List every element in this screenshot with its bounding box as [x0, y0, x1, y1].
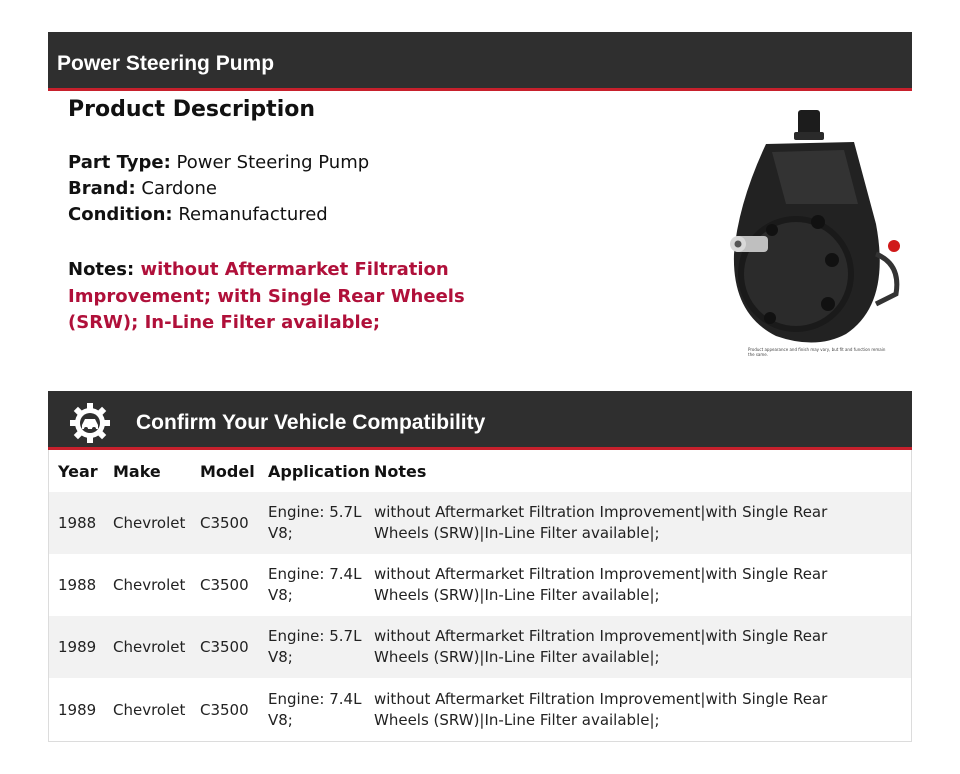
cell-application: Engine: 5.7L V8; [268, 627, 362, 666]
cell-model: C3500 [200, 514, 249, 532]
cell-notes: without Aftermarket Filtration Improvement|with Single Rear Wheels (SRW)|In-Line Filter available|; [374, 565, 828, 604]
cell-notes: without Aftermarket Filtration Improvement|with Single Rear Wheels (SRW)|In-Line Filter available|; [374, 690, 828, 729]
cell-application: Engine: 7.4L V8; [268, 565, 362, 604]
table-row [49, 492, 911, 554]
cell-application: Engine: 5.7L V8; [268, 503, 362, 542]
notes-value: without Aftermarket Filtration Improvement; with Single Rear Wheels (SRW); In-Line Filter available; [68, 259, 465, 333]
cell-year: 1988 [58, 576, 97, 594]
cell-make: Chevrolet [113, 576, 186, 594]
cell-year: 1989 [58, 701, 97, 719]
compat-header-bar [48, 391, 912, 450]
cell-make: Chevrolet [113, 638, 186, 656]
spec-condition [68, 204, 328, 225]
description-heading: Product Description [68, 97, 316, 122]
col-header-year: Year [58, 462, 98, 481]
spec-value: Cardone [141, 178, 217, 199]
spec-label: Brand: [68, 178, 136, 199]
cell-make: Chevrolet [113, 701, 186, 719]
spec-brand [68, 178, 217, 199]
spec-value: Power Steering Pump [176, 152, 370, 173]
spec-part-type [68, 152, 369, 173]
cell-make: Chevrolet [113, 514, 186, 532]
product-notes [68, 257, 468, 337]
image-caption: Product appearance and finish may vary, but fit and function remain the same. [748, 347, 886, 357]
table-row [49, 616, 911, 678]
col-header-application: Application [268, 462, 371, 481]
table-row [49, 679, 911, 741]
power-steering-pump-photo [726, 104, 906, 350]
col-header-notes: Notes [374, 462, 427, 481]
col-header-make: Make [113, 462, 161, 481]
spec-value: Remanufactured [178, 204, 328, 225]
table-row [49, 554, 911, 616]
cell-notes: without Aftermarket Filtration Improvement|with Single Rear Wheels (SRW)|In-Line Filter available|; [374, 503, 828, 542]
spec-label: Part Type: [68, 152, 171, 173]
gear-car-icon [68, 401, 112, 445]
cell-model: C3500 [200, 701, 249, 719]
notes-label: Notes: [68, 259, 135, 280]
product-title: Power Steering Pump [57, 52, 275, 75]
cell-application: Engine: 7.4L V8; [268, 690, 362, 729]
cell-model: C3500 [200, 638, 249, 656]
product-header-bar [48, 32, 912, 91]
spec-label: Condition: [68, 204, 173, 225]
cell-year: 1989 [58, 638, 97, 656]
col-header-model: Model [200, 462, 255, 481]
cell-notes: without Aftermarket Filtration Improvement|with Single Rear Wheels (SRW)|In-Line Filter available|; [374, 627, 828, 666]
compat-title: Confirm Your Vehicle Compatibility [136, 411, 486, 434]
cell-year: 1988 [58, 514, 97, 532]
cell-model: C3500 [200, 576, 249, 594]
